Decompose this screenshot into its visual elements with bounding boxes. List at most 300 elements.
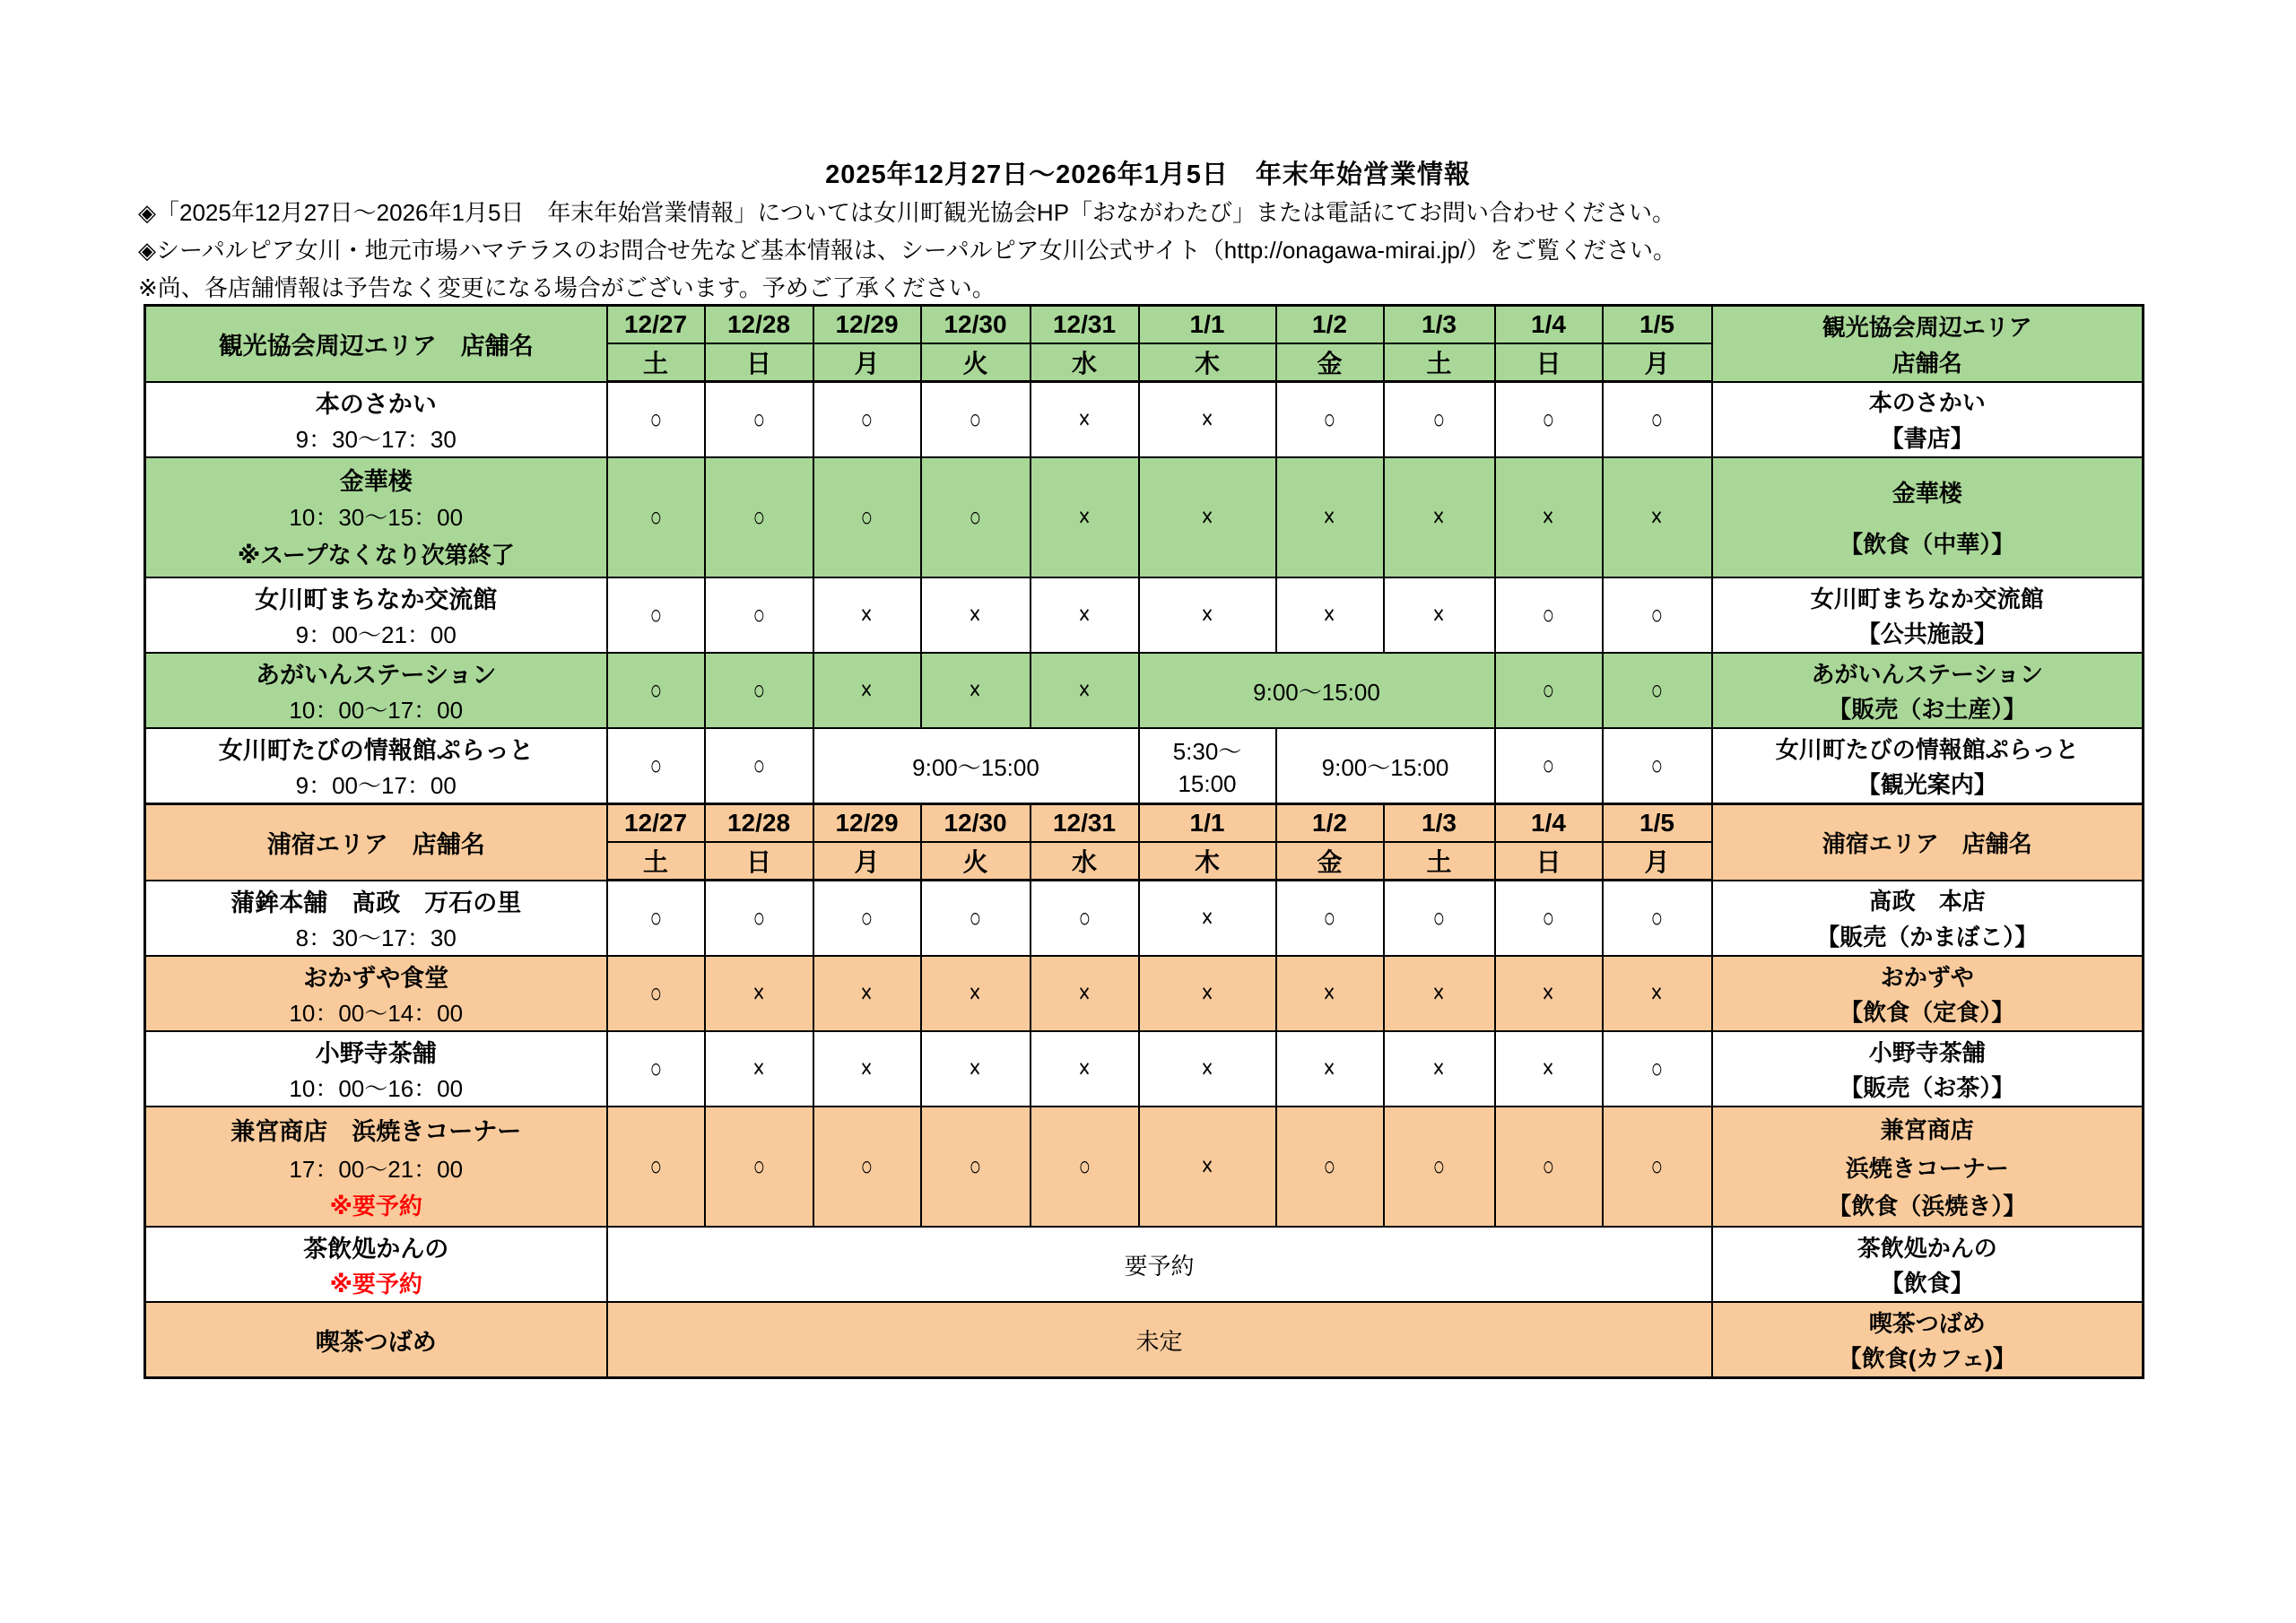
hours-lines	[1140, 729, 1275, 803]
shop-name: 女川町まちなか交流館	[255, 586, 498, 613]
shop-right-line: あがいんステーション	[1811, 660, 2043, 688]
open-mark: ○	[1542, 750, 1555, 781]
closed-mark: ×	[1201, 977, 1213, 1009]
section-header-right	[1712, 306, 2144, 382]
status-cell	[1603, 728, 1712, 804]
closed-mark: ×	[1432, 501, 1446, 533]
status-cell	[1495, 653, 1603, 728]
shop-label-lines	[146, 729, 606, 803]
day-header-cell: 日	[1495, 842, 1603, 881]
status-cell	[1603, 1031, 1712, 1107]
open-mark: ○	[649, 750, 662, 781]
day-header-cell: 水	[1031, 842, 1139, 881]
status-cell	[1031, 457, 1139, 577]
day-header-cell: 月	[1603, 842, 1712, 881]
hours-line: 15:00	[1178, 770, 1237, 798]
status-cell	[1276, 1107, 1384, 1227]
status-cell	[1276, 457, 1384, 577]
area-label-line: 浦宿エリア 店舗名	[1822, 829, 2032, 857]
shop-right-lines	[1713, 458, 2143, 577]
date-header-cell: 1/3	[1384, 804, 1495, 843]
status-cell	[1603, 956, 1712, 1031]
closed-mark: ×	[1201, 1150, 1213, 1182]
open-mark: ○	[649, 902, 662, 933]
reservation-note: ※要予約	[329, 1193, 422, 1220]
open-mark: ○	[969, 501, 982, 533]
closed-mark: ×	[969, 1053, 982, 1084]
status-cell	[1139, 881, 1276, 957]
shop-right-line: 浜焼きコーナー	[1845, 1154, 2009, 1182]
status-cell	[1495, 457, 1603, 577]
shop-row	[145, 577, 2144, 653]
status-cell	[1384, 577, 1495, 653]
status-cell	[705, 728, 813, 804]
status-cell	[1603, 382, 1712, 458]
day-header-cell: 土	[607, 842, 705, 881]
shop-right-cell	[1712, 956, 2144, 1031]
open-mark: ○	[1323, 1150, 1336, 1182]
shop-right-cell	[1712, 1302, 2144, 1378]
status-cell	[607, 956, 705, 1031]
shop-hours: 10：00～14：00	[289, 1000, 464, 1027]
status-cell	[705, 382, 813, 458]
open-mark: ○	[860, 1150, 874, 1182]
shop-right-cell	[1712, 653, 2144, 728]
shop-right-lines	[1713, 383, 2143, 457]
note-line-1: ◈「2025年12月27日～2026年1月5日 年末年始営業情報」については女川町観光協会HP「おながわたび」または電話にてお問い合わせください。	[138, 199, 1676, 226]
status-cell	[1139, 1031, 1276, 1107]
open-mark: ○	[1078, 902, 1091, 933]
closed-mark: ×	[1078, 977, 1091, 1009]
open-mark: ○	[1323, 404, 1336, 435]
shop-right-cell	[1712, 457, 2144, 577]
status-cell	[813, 653, 921, 728]
day-header-cell: 月	[813, 343, 921, 382]
status-cell	[921, 1107, 1031, 1227]
status-cell	[607, 653, 705, 728]
status-cell	[705, 881, 813, 957]
shop-label-cell	[145, 382, 607, 458]
shop-name: 女川町たびの情報館ぷらっと	[218, 737, 534, 764]
status-cell	[1276, 881, 1384, 957]
status-cell	[607, 1031, 705, 1107]
hours-cell: 未定	[607, 1302, 1712, 1378]
open-mark: ○	[752, 404, 765, 435]
note-line-3: ※尚、各店舗情報は予告なく変更になる場合がございます。予めご了承ください。	[138, 274, 996, 301]
status-cell	[921, 1031, 1031, 1107]
section-header-right-lines	[1713, 307, 2143, 381]
open-mark: ○	[649, 599, 662, 630]
status-cell	[1495, 577, 1603, 653]
status-cell	[607, 728, 705, 804]
shop-hours: 8：30～17：30	[295, 924, 457, 951]
shop-hours: ※スープなくなり次第終了	[237, 541, 515, 568]
closed-mark: ×	[860, 1053, 874, 1084]
closed-mark: ×	[1201, 599, 1213, 630]
closed-mark: ×	[752, 1053, 765, 1084]
shop-label-cell	[145, 1302, 607, 1378]
open-mark: ○	[969, 902, 982, 933]
status-cell	[1031, 1107, 1139, 1227]
closed-mark: ×	[969, 674, 982, 706]
note-line-2: ◈シーパルピア女川・地元市場ハマテラスのお問合せ先など基本情報は、シーパルピア女川公式サイト（http://onagawa-mirai.jp/）をご覧ください。	[138, 237, 1677, 264]
status-cell	[1495, 881, 1603, 957]
day-header-cell: 土	[1384, 842, 1495, 881]
shop-hours: 17：00～21：00	[289, 1155, 464, 1183]
shop-name: 金華楼	[339, 467, 413, 495]
closed-mark: ×	[860, 599, 874, 630]
date-header-cell: 1/1	[1139, 804, 1276, 843]
shop-right-lines	[1713, 1228, 2143, 1301]
shop-label-lines	[146, 1303, 606, 1376]
date-header-cell: 12/27	[607, 306, 705, 344]
page-title: 2025年12月27日～2026年1月5日 年末年始営業情報	[825, 161, 1471, 189]
status-cell	[705, 653, 813, 728]
closed-mark: ×	[1201, 501, 1213, 533]
open-mark: ○	[1542, 599, 1555, 630]
status-cell	[1031, 881, 1139, 957]
status-cell	[607, 577, 705, 653]
shop-right-line: 【飲食（浜焼き）】	[1828, 1192, 2027, 1219]
status-cell	[705, 457, 813, 577]
shop-row	[145, 728, 2144, 804]
area-label-line: 店舗名	[1892, 349, 1962, 377]
shop-right-lines	[1713, 957, 2143, 1030]
status-cell	[1139, 956, 1276, 1031]
shop-label-cell	[145, 881, 607, 957]
open-mark: ○	[1650, 1150, 1664, 1182]
open-mark: ○	[1542, 674, 1555, 706]
open-mark: ○	[649, 501, 662, 533]
open-mark: ○	[1432, 404, 1446, 435]
closed-mark: ×	[1078, 501, 1091, 533]
date-header-cell: 1/4	[1495, 804, 1603, 843]
schedule-table-container	[144, 304, 2144, 1379]
status-cell	[607, 1107, 705, 1227]
status-cell	[607, 881, 705, 957]
status-cell	[705, 956, 813, 1031]
shop-name: あがいんステーション	[256, 662, 497, 689]
day-header-cell: 日	[705, 343, 813, 382]
section-header-right-lines	[1713, 805, 2143, 880]
shop-label-lines	[146, 1107, 606, 1226]
shop-label-lines	[146, 383, 606, 457]
open-mark: ○	[752, 599, 765, 630]
closed-mark: ×	[1650, 501, 1664, 533]
open-mark: ○	[1650, 599, 1664, 630]
shop-label-lines	[146, 1032, 606, 1106]
shop-name: 喫茶つばめ	[315, 1328, 437, 1356]
status-cell	[921, 457, 1031, 577]
shop-right-line: 髙政 本店	[1868, 888, 1986, 916]
open-mark: ○	[1650, 404, 1664, 435]
hours-cell: 9:00～15:00	[1276, 728, 1495, 804]
shop-row	[145, 1302, 2144, 1378]
status-cell	[1276, 382, 1384, 458]
section-header-left: 観光協会周辺エリア 店舗名	[145, 306, 607, 382]
shop-right-line: 女川町まちなか交流館	[1810, 585, 2044, 612]
date-header-cell: 1/5	[1603, 804, 1712, 843]
shop-right-line: 【飲食】	[1880, 1270, 1974, 1298]
open-mark: ○	[649, 1150, 662, 1182]
shop-label-cell	[145, 728, 607, 804]
closed-mark: ×	[860, 977, 874, 1009]
status-cell	[1495, 956, 1603, 1031]
shop-row	[145, 457, 2144, 577]
day-header-cell: 日	[705, 842, 813, 881]
date-header-cell: 12/30	[921, 306, 1031, 344]
closed-mark: ×	[1432, 977, 1446, 1009]
open-mark: ○	[1542, 902, 1555, 933]
hours-cell: 9:00～15:00	[813, 728, 1139, 804]
date-header-cell: 12/30	[921, 804, 1031, 843]
day-header-cell: 土	[1384, 343, 1495, 382]
open-mark: ○	[969, 404, 982, 435]
shop-right-lines	[1713, 1303, 2143, 1376]
shop-name: 本のさかい	[315, 390, 437, 418]
status-cell	[921, 881, 1031, 957]
date-header-cell: 1/3	[1384, 306, 1495, 344]
shop-row	[145, 956, 2144, 1031]
shop-name: 蒲鉾本舗 髙政 万石の里	[230, 889, 522, 916]
shop-right-line: 【観光案内】	[1857, 771, 1997, 799]
open-mark: ○	[1650, 750, 1664, 781]
open-mark: ○	[969, 1150, 982, 1182]
shop-label-cell	[145, 653, 607, 728]
area-label-line: 観光協会周辺エリア	[1822, 313, 2032, 341]
status-cell	[1384, 956, 1495, 1031]
shop-right-lines	[1713, 881, 2143, 956]
shop-right-line: 【販売（お土産）】	[1828, 696, 2027, 724]
status-cell	[1031, 1031, 1139, 1107]
closed-mark: ×	[1432, 1053, 1446, 1084]
closed-mark: ×	[1078, 599, 1091, 630]
status-cell	[813, 1107, 921, 1227]
status-cell	[813, 881, 921, 957]
day-header-cell: 金	[1276, 842, 1384, 881]
closed-mark: ×	[1078, 674, 1091, 706]
shop-right-line: 茶飲処かんの	[1857, 1234, 1997, 1262]
shop-hours: 10：00～17：00	[289, 697, 464, 724]
day-header-cell: 木	[1139, 343, 1276, 382]
shop-right-lines	[1713, 578, 2143, 652]
shop-label-cell	[145, 1107, 607, 1227]
day-header-cell: 日	[1495, 343, 1603, 382]
shop-right-line: 【飲食（定食）】	[1839, 999, 2015, 1027]
shop-label-lines	[146, 654, 606, 727]
day-header-cell: 月	[813, 842, 921, 881]
open-mark: ○	[1542, 404, 1555, 435]
status-cell	[813, 1031, 921, 1107]
closed-mark: ×	[752, 977, 765, 1009]
shop-right-line: 女川町たびの情報館ぷらっと	[1775, 735, 2079, 763]
open-mark: ○	[860, 501, 874, 533]
date-header-cell: 1/5	[1603, 306, 1712, 344]
status-cell	[607, 382, 705, 458]
closed-mark: ×	[1078, 404, 1091, 435]
status-cell	[1384, 881, 1495, 957]
closed-mark: ×	[969, 977, 982, 1009]
closed-mark: ×	[969, 599, 982, 630]
day-header-cell: 土	[607, 343, 705, 382]
date-header-cell: 12/29	[813, 306, 921, 344]
status-cell	[705, 577, 813, 653]
date-header-cell: 12/28	[705, 306, 813, 344]
date-header-cell: 12/27	[607, 804, 705, 843]
shop-right-line: 【販売（かまぼこ）】	[1816, 924, 2039, 951]
status-cell	[1603, 577, 1712, 653]
shop-hours: 9：00～17：00	[295, 772, 457, 799]
open-mark: ○	[1323, 902, 1336, 933]
shop-row	[145, 653, 2144, 728]
day-header-cell: 火	[921, 343, 1031, 382]
shop-right-lines	[1713, 729, 2143, 803]
shop-row	[145, 1107, 2144, 1227]
open-mark: ○	[752, 674, 765, 706]
status-cell	[813, 457, 921, 577]
status-cell	[921, 382, 1031, 458]
closed-mark: ×	[1542, 1053, 1555, 1084]
shop-right-line: 【書店】	[1880, 425, 1974, 453]
status-cell	[1603, 1107, 1712, 1227]
open-mark: ○	[860, 902, 874, 933]
status-cell	[1139, 577, 1276, 653]
shop-right-cell	[1712, 1107, 2144, 1227]
day-header-cell: 金	[1276, 343, 1384, 382]
shop-hours: 9：00～21：00	[295, 621, 457, 648]
shop-right-line: 兼宮商店	[1880, 1116, 1974, 1144]
shop-hours: 9：30～17：30	[295, 425, 457, 453]
date-header-cell: 1/2	[1276, 306, 1384, 344]
closed-mark: ×	[1078, 1053, 1091, 1084]
status-cell	[1384, 457, 1495, 577]
shop-name: 茶飲処かんの	[303, 1236, 449, 1263]
closed-mark: ×	[860, 674, 874, 706]
status-cell	[1031, 653, 1139, 728]
date-header-cell: 1/4	[1495, 306, 1603, 344]
shop-right-lines	[1713, 654, 2143, 727]
shop-right-line: 小野寺茶舗	[1868, 1038, 1986, 1066]
shop-right-lines	[1713, 1107, 2143, 1226]
shop-right-line: 金華楼	[1892, 480, 1962, 508]
open-mark: ○	[1432, 1150, 1446, 1182]
shop-row	[145, 1227, 2144, 1302]
status-cell	[1139, 1107, 1276, 1227]
status-cell	[1495, 1031, 1603, 1107]
closed-mark: ×	[1542, 501, 1555, 533]
status-cell	[921, 653, 1031, 728]
shop-hours: 10：30～15：00	[289, 504, 464, 531]
shop-right-line: おかずや	[1880, 963, 1974, 991]
status-cell	[1031, 382, 1139, 458]
shop-label-cell	[145, 956, 607, 1031]
shop-right-line: 【販売（お茶）】	[1839, 1074, 2015, 1102]
status-cell	[1603, 653, 1712, 728]
shop-label-lines	[146, 458, 606, 577]
shop-label-cell	[145, 1227, 607, 1302]
date-header-cell: 12/31	[1031, 306, 1139, 344]
open-mark: ○	[1650, 674, 1664, 706]
shop-right-line: 【飲食（中華）】	[1839, 530, 2015, 558]
shop-right-cell	[1712, 1227, 2144, 1302]
status-cell	[1603, 881, 1712, 957]
open-mark: ○	[1542, 1150, 1555, 1182]
status-cell	[705, 1107, 813, 1227]
day-header-cell: 水	[1031, 343, 1139, 382]
status-cell	[1495, 382, 1603, 458]
closed-mark: ×	[1323, 501, 1336, 533]
date-header-cell: 12/28	[705, 804, 813, 843]
closed-mark: ×	[1323, 1053, 1336, 1084]
shop-right-cell	[1712, 577, 2144, 653]
status-cell	[813, 577, 921, 653]
open-mark: ○	[752, 1150, 765, 1182]
open-mark: ○	[1432, 902, 1446, 933]
status-cell	[1276, 956, 1384, 1031]
closed-mark: ×	[1323, 977, 1336, 1009]
open-mark: ○	[649, 674, 662, 706]
open-mark: ○	[752, 902, 765, 933]
status-cell	[813, 382, 921, 458]
shop-label-cell	[145, 577, 607, 653]
reservation-note: ※要予約	[329, 1271, 422, 1298]
status-cell	[921, 956, 1031, 1031]
status-cell	[1031, 577, 1139, 653]
shop-right-line: 本のさかい	[1868, 389, 1986, 417]
shop-right-cell	[1712, 1031, 2144, 1107]
open-mark: ○	[1650, 1053, 1664, 1084]
open-mark: ○	[1650, 902, 1664, 933]
shop-label-lines	[146, 881, 606, 956]
day-header-cell: 月	[1603, 343, 1712, 382]
shop-name: おかずや食堂	[303, 965, 449, 992]
status-cell	[1384, 382, 1495, 458]
shop-right-line: 喫茶つばめ	[1868, 1309, 1986, 1337]
section-header-left: 浦宿エリア 店舗名	[145, 804, 607, 881]
hours-cell: 要予約	[607, 1227, 1712, 1302]
status-cell	[1139, 457, 1276, 577]
shop-name: 兼宮商店 浜焼きコーナー	[230, 1117, 522, 1145]
status-cell	[1384, 1031, 1495, 1107]
closed-mark: ×	[1201, 404, 1213, 435]
closed-mark: ×	[1650, 977, 1664, 1009]
shop-label-lines	[146, 1228, 606, 1301]
shop-row	[145, 382, 2144, 458]
open-mark: ○	[752, 750, 765, 781]
section-header-row	[145, 306, 2144, 344]
status-cell	[607, 457, 705, 577]
shop-label-lines	[146, 957, 606, 1030]
closed-mark: ×	[1432, 599, 1446, 630]
shop-label-lines	[146, 578, 606, 652]
date-header-cell: 1/2	[1276, 804, 1384, 843]
status-cell	[1495, 1107, 1603, 1227]
status-cell	[1603, 457, 1712, 577]
shop-right-lines	[1713, 1032, 2143, 1106]
open-mark: ○	[860, 404, 874, 435]
date-header-cell: 12/29	[813, 804, 921, 843]
status-cell	[921, 577, 1031, 653]
status-cell	[1495, 728, 1603, 804]
shop-label-cell	[145, 1031, 607, 1107]
shop-right-cell	[1712, 728, 2144, 804]
day-header-cell: 木	[1139, 842, 1276, 881]
section-header-row	[145, 804, 2144, 843]
status-cell	[1384, 1107, 1495, 1227]
closed-mark: ×	[1323, 599, 1336, 630]
shop-row	[145, 1031, 2144, 1107]
shop-name: 小野寺茶舗	[315, 1040, 437, 1067]
